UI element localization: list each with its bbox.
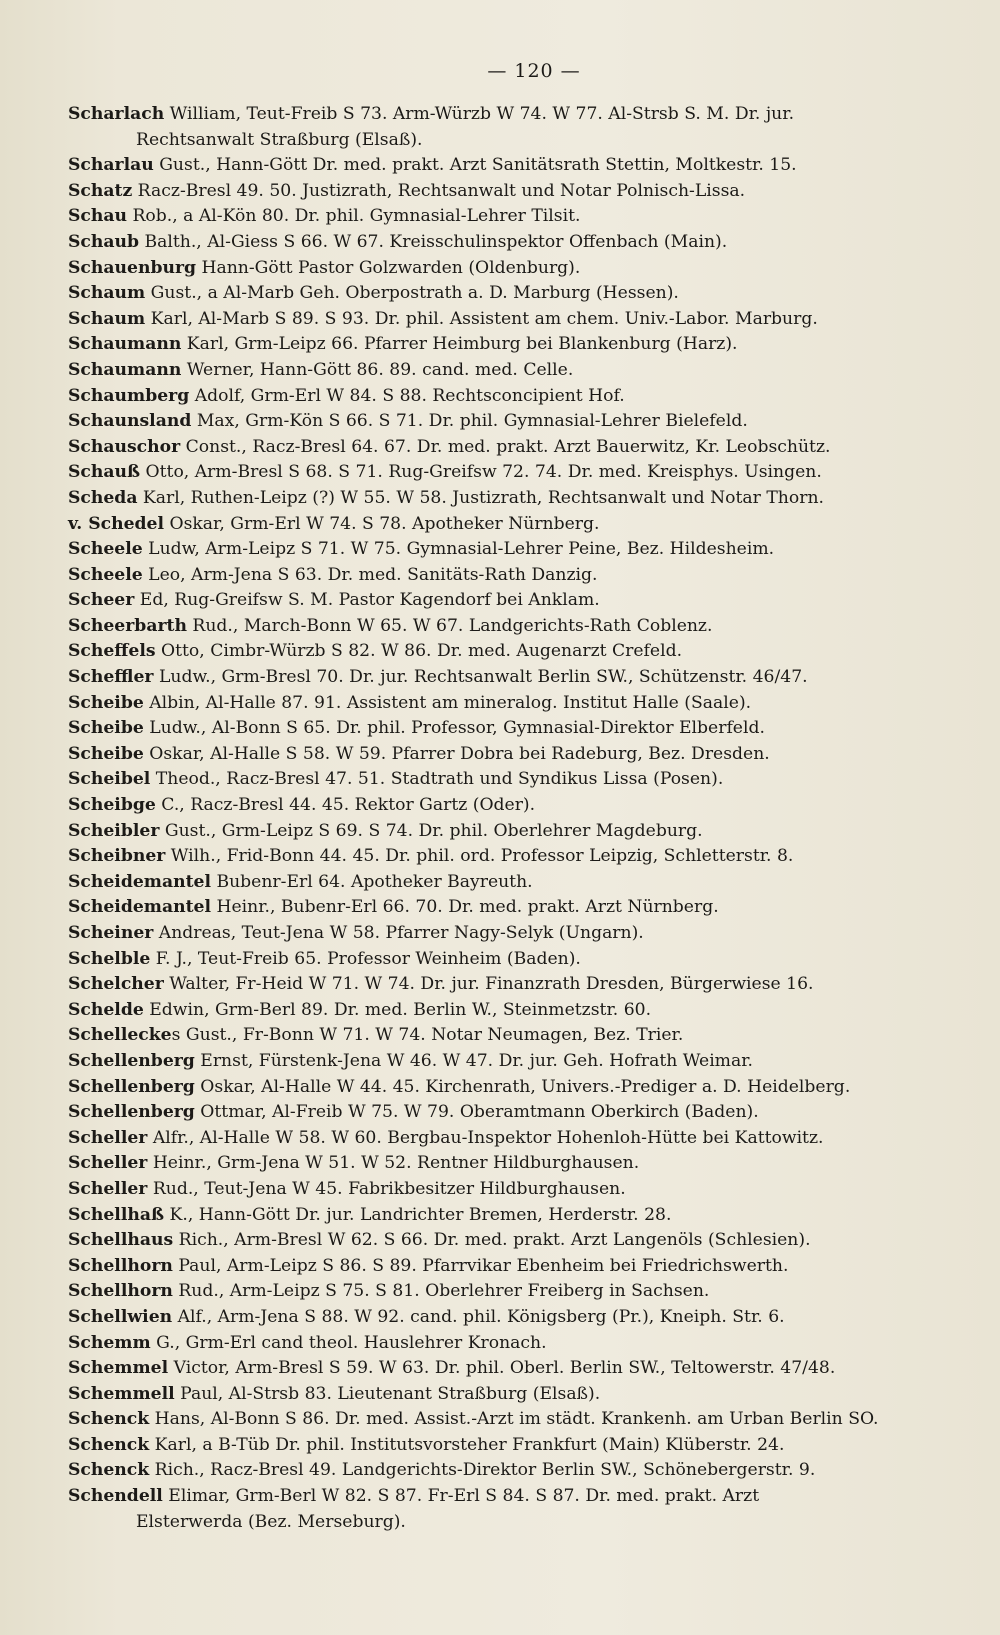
entry-list [68,102,960,1535]
entry-surname: Schellhaß [68,1204,165,1225]
entry-details: Elsterwerda (Bez. Merseburg). [136,1511,406,1532]
entry-surname: Schellenberg [68,1102,195,1123]
entry-surname: Scheibe [68,718,144,739]
list-item [68,1279,960,1305]
entry-details: Ottmar, Al-Freib W 75. W 79. Oberamtmann Oberkirch (Baden). [194,1102,759,1123]
list-item [68,870,960,896]
list-item [68,716,960,742]
list-item [68,1331,960,1357]
entry-surname: Scheibge [68,795,156,816]
list-item [68,1151,960,1177]
entry-details: Ernst, Fürstenk-Jena W 46. W 47. Dr. jur. Geh. Hofrath Weimar. [194,1050,754,1071]
list-item [68,1203,960,1229]
list-item [68,537,960,563]
list-item [68,460,960,486]
entry-surname: Scheele [68,564,143,585]
list-item [68,614,960,640]
entry-surname: Schaumann [68,359,182,380]
list-item [68,998,960,1024]
entry-surname: Scharlach [68,104,165,124]
entry-surname: Schellecke [68,1025,172,1046]
entry-surname: Scheibe [68,743,144,764]
entry-surname: Scheller [68,1127,148,1148]
entry-details: Heinr., Bubenr-Erl 66. 70. Dr. med. prakt. Arzt Nürnberg. [211,897,719,918]
list-item [68,307,960,333]
list-item [68,588,960,614]
list-item [68,358,960,384]
list-item [68,512,960,538]
entry-details: Ludw., Grm-Bresl 70. Dr. jur. Rechtsanwalt Berlin SW., Schützenstr. 46/47. [153,667,808,688]
entry-details: Paul, Al-Strsb 83. Lieutenant Straßburg (Elsaß). [174,1383,601,1404]
list-item [68,1228,960,1254]
entry-details: Rich., Racz-Bresl 49. Landgerichts-Direktor Berlin SW., Schönebergerstr. 9. [149,1460,816,1481]
entry-surname: Scheibe [68,692,144,713]
entry-details: Wilh., Frid-Bonn 44. 45. Dr. phil. ord. Professor Leipzig, Schletterstr. 8. [165,846,794,867]
entry-details: Balth., Al-Giess S 66. W 67. Kreisschulinspektor Offenbach (Main). [139,231,728,252]
list-item [68,1458,960,1484]
entry-surname: Scheiner [68,923,154,943]
entry-details: Racz-Bresl 49. 50. Justizrath, Rechtsanwalt und Notar Polnisch-Lissa. [132,180,746,201]
list-item [68,972,960,998]
entry-surname: Schelde [68,999,144,1020]
entry-details: Karl, Al-Marb S 89. S 93. Dr. phil. Assistent am chem. Univ.-Labor. Marburg. [145,308,818,329]
entry-details: Oskar, Al-Halle S 58. W 59. Pfarrer Dobra bei Radeburg, Bez. Dresden. [143,743,770,764]
page-number: — 120 — [487,60,581,82]
entry-surname: Scheidemantel [68,871,212,892]
entry-surname: Schellwien [68,1306,173,1327]
entry-surname: Scheffels [68,641,156,662]
entry-details: Rechtsanwalt Straßburg (Elsaß). [136,129,423,150]
list-item [68,639,960,665]
entry-details: Const., Racz-Bresl 64. 67. Dr. med. prakt. Arzt Bauerwitz, Kr. Leobschütz. [180,436,831,457]
entry-surname: Schauenburg [68,257,197,278]
entry-surname: Schaunsland [68,411,192,432]
list-item [68,921,960,947]
list-item [68,665,960,691]
list-item [68,819,960,845]
entry-surname: Schatz [68,180,133,201]
entry-surname: Schaub [68,231,140,252]
entry-surname: Schemm [68,1332,151,1353]
entry-details: Otto, Cimbr-Würzb S 82. W 86. Dr. med. Augenarzt Crefeld. [155,641,683,662]
entry-details: Ed, Rug-Greifsw S. M. Pastor Kagendorf bei Anklam. [134,590,600,611]
list-item [68,486,960,512]
entry-details: Werner, Hann-Gött 86. 89. cand. med. Celle. [181,359,574,380]
entry-details: Rud., Teut-Jena W 45. Fabrikbesitzer Hildburghausen. [147,1178,626,1199]
entry-details: William, Teut-Freib S 73. Arm-Würzb W 74. W 77. Al-Strsb S. M. Dr. jur. [164,104,795,124]
list-item [68,1100,960,1126]
list-item [68,947,960,973]
list-item [68,767,960,793]
entry-surname: Schaum [68,283,146,304]
entry-details: s Gust., Fr-Bonn W 71. W 74. Notar Neumagen, Bez. Trier. [171,1025,684,1046]
entry-surname: Schemmell [68,1383,175,1404]
entry-details: Adolf, Grm-Erl W 84. S 88. Rechtsconcipient Hof. [189,385,625,406]
list-item [68,742,960,768]
entry-details: Otto, Arm-Bresl S 68. S 71. Rug-Greifsw 72. 74. Dr. med. Kreisphys. Usingen. [140,462,822,483]
list-item [68,1407,960,1433]
list-item [68,1075,960,1101]
entry-surname: Schellenberg [68,1050,195,1071]
entry-details: G., Grm-Erl cand theol. Hauslehrer Kronach. [150,1332,547,1353]
entry-surname: Scheibel [68,769,151,790]
entry-surname: Scheidemantel [68,897,212,918]
entry-surname: Scheibner [68,846,166,867]
list-item [68,1023,960,1049]
entry-details: Gust., Hann-Gött Dr. med. prakt. Arzt Sanitätsrath Stettin, Moltkestr. 15. [153,155,797,176]
entry-surname: Schelble [68,948,151,969]
list-item [68,1433,960,1459]
list-item [68,563,960,589]
entry-details: Andreas, Teut-Jena W 58. Pfarrer Nagy-Selyk (Ungarn). [153,923,644,943]
entry-surname: Scheda [68,487,138,508]
entry-details: Heinr., Grm-Jena W 51. W 52. Rentner Hildburghausen. [147,1153,640,1174]
entry-details: Theod., Racz-Bresl 47. 51. Stadtrath und Syndikus Lissa (Posen). [150,769,724,790]
list-item [68,1305,960,1331]
entry-surname: Schauschor [68,436,181,457]
entry-details: Bubenr-Erl 64. Apotheker Bayreuth. [211,871,533,892]
list-item [68,230,960,256]
entry-surname: Schenck [68,1460,150,1481]
entry-details: Karl, a B-Tüb Dr. phil. Institutsvorsteher Frankfurt (Main) Klüberstr. 24. [149,1434,785,1455]
list-item [68,793,960,819]
entry-surname: Schellhorn [68,1281,173,1302]
entry-surname: Schemmel [68,1358,169,1379]
list-item [68,1126,960,1152]
list-item [68,179,960,205]
entry-details: C., Racz-Bresl 44. 45. Rektor Gartz (Oder). [155,795,536,816]
entry-surname: Scheibler [68,820,160,841]
list-item [68,1177,960,1203]
entry-details: Rud., March-Bonn W 65. W 67. Landgerichts-Rath Coblenz. [186,615,713,636]
list-item [68,844,960,870]
entry-details: Gust., a Al-Marb Geh. Oberpostrath a. D. Marburg (Hessen). [145,283,679,304]
entry-details: Albin, Al-Halle 87. 91. Assistent am mineralog. Institut Halle (Saale). [143,692,752,713]
list-item [68,204,960,230]
entry-details: Alf., Arm-Jena S 88. W 92. cand. phil. Königsberg (Pr.), Kneiph. Str. 6. [172,1306,785,1327]
entry-details: Max, Grm-Kön S 66. S 71. Dr. phil. Gymnasial-Lehrer Bielefeld. [191,411,748,432]
list-item [68,1049,960,1075]
entry-surname: Schauß [68,462,141,483]
entry-surname: Scheele [68,539,143,560]
entry-details: Victor, Arm-Bresl S 59. W 63. Dr. phil. Oberl. Berlin SW., Teltowerstr. 47/48. [168,1358,836,1379]
list-item [68,435,960,461]
entry-details: Oskar, Grm-Erl W 74. S 78. Apotheker Nürnberg. [164,513,600,534]
list-item [68,256,960,282]
entry-details: F. J., Teut-Freib 65. Professor Weinheim (Baden). [150,948,581,969]
list-item [68,691,960,717]
list-item [68,153,960,179]
entry-surname: Scheller [68,1178,148,1199]
list-item [68,895,960,921]
entry-surname: Schaumann [68,334,182,355]
entry-details: Elimar, Grm-Berl W 82. S 87. Fr-Erl S 84. S 87. Dr. med. prakt. Arzt [162,1486,760,1507]
entry-surname: Schenck [68,1409,150,1430]
entry-surname: Schaumberg [68,385,190,406]
list-item [68,409,960,435]
list-item [68,1382,960,1408]
entry-details: Leo, Arm-Jena S 63. Dr. med. Sanitäts-Rath Danzig. [142,564,598,585]
entry-details: Gust., Grm-Leipz S 69. S 74. Dr. phil. Oberlehrer Magdeburg. [159,820,703,841]
entry-details: Paul, Arm-Leipz S 86. S 89. Pfarrvikar Ebenheim bei Friedrichswerth. [172,1255,789,1276]
entry-details: Ludw., Al-Bonn S 65. Dr. phil. Professor, Gymnasial-Direktor Elberfeld. [143,718,765,739]
list-item [68,1484,960,1510]
entry-details: Hans, Al-Bonn S 86. Dr. med. Assist.-Arzt im städt. Krankenh. am Urban Berlin SO. [149,1409,879,1430]
entry-surname: Schenck [68,1434,150,1455]
entry-details: Karl, Ruthen-Leipz (?) W 55. W 58. Justizrath, Rechtsanwalt und Notar Thorn. [137,487,824,508]
entry-surname: Schelcher [68,974,164,995]
entry-surname: Schaum [68,308,146,329]
entry-surname: Schendell [68,1486,163,1507]
entry-details: K., Hann-Gött Dr. jur. Landrichter Bremen, Herderstr. 28. [164,1204,672,1225]
entry-surname: Scheffler [68,667,154,688]
list-item [68,1254,960,1280]
entry-details: Rich., Arm-Bresl W 62. S 66. Dr. med. prakt. Arzt Langenöls (Schlesien). [173,1230,811,1251]
entry-surname: v. Schedel [68,513,165,534]
entry-details: Ludw, Arm-Leipz S 71. W 75. Gymnasial-Lehrer Peine, Bez. Hildesheim. [142,539,775,560]
entry-details: Walter, Fr-Heid W 71. W 74. Dr. jur. Finanzrath Dresden, Bürgerwiese 16. [163,974,814,995]
entry-details: Edwin, Grm-Berl 89. Dr. med. Berlin W., Steinmetzstr. 60. [143,999,652,1020]
entry-details: Rud., Arm-Leipz S 75. S 81. Oberlehrer Freiberg in Sachsen. [172,1281,710,1302]
entry-surname: Scharlau [68,155,154,176]
entry-details: Oskar, Al-Halle W 44. 45. Kirchenrath, Univers.-Prediger a. D. Heidelberg. [194,1076,851,1097]
entry-surname: Schellenberg [68,1076,195,1097]
list-item [68,1356,960,1382]
entry-surname: Schellhaus [68,1230,174,1251]
entry-continuation [68,1510,960,1536]
entry-details: Karl, Grm-Leipz 66. Pfarrer Heimburg bei Blankenburg (Harz). [181,334,738,355]
list-item [68,102,960,128]
entry-surname: Scheller [68,1153,148,1174]
entry-surname: Schau [68,206,128,227]
list-item [68,281,960,307]
list-item [68,332,960,358]
list-item [68,384,960,410]
entry-surname: Scheerbarth [68,615,187,636]
entry-surname: Schellhorn [68,1255,173,1276]
entry-continuation [68,128,960,154]
entry-surname: Scheer [68,590,135,611]
entry-details: Alfr., Al-Halle W 58. W 60. Bergbau-Inspektor Hohenloh-Hütte bei Kattowitz. [147,1127,824,1148]
entry-details: Rob., a Al-Kön 80. Dr. phil. Gymnasial-Lehrer Tilsit. [127,206,581,227]
entry-details: Hann-Gött Pastor Golzwarden (Oldenburg). [196,257,581,278]
